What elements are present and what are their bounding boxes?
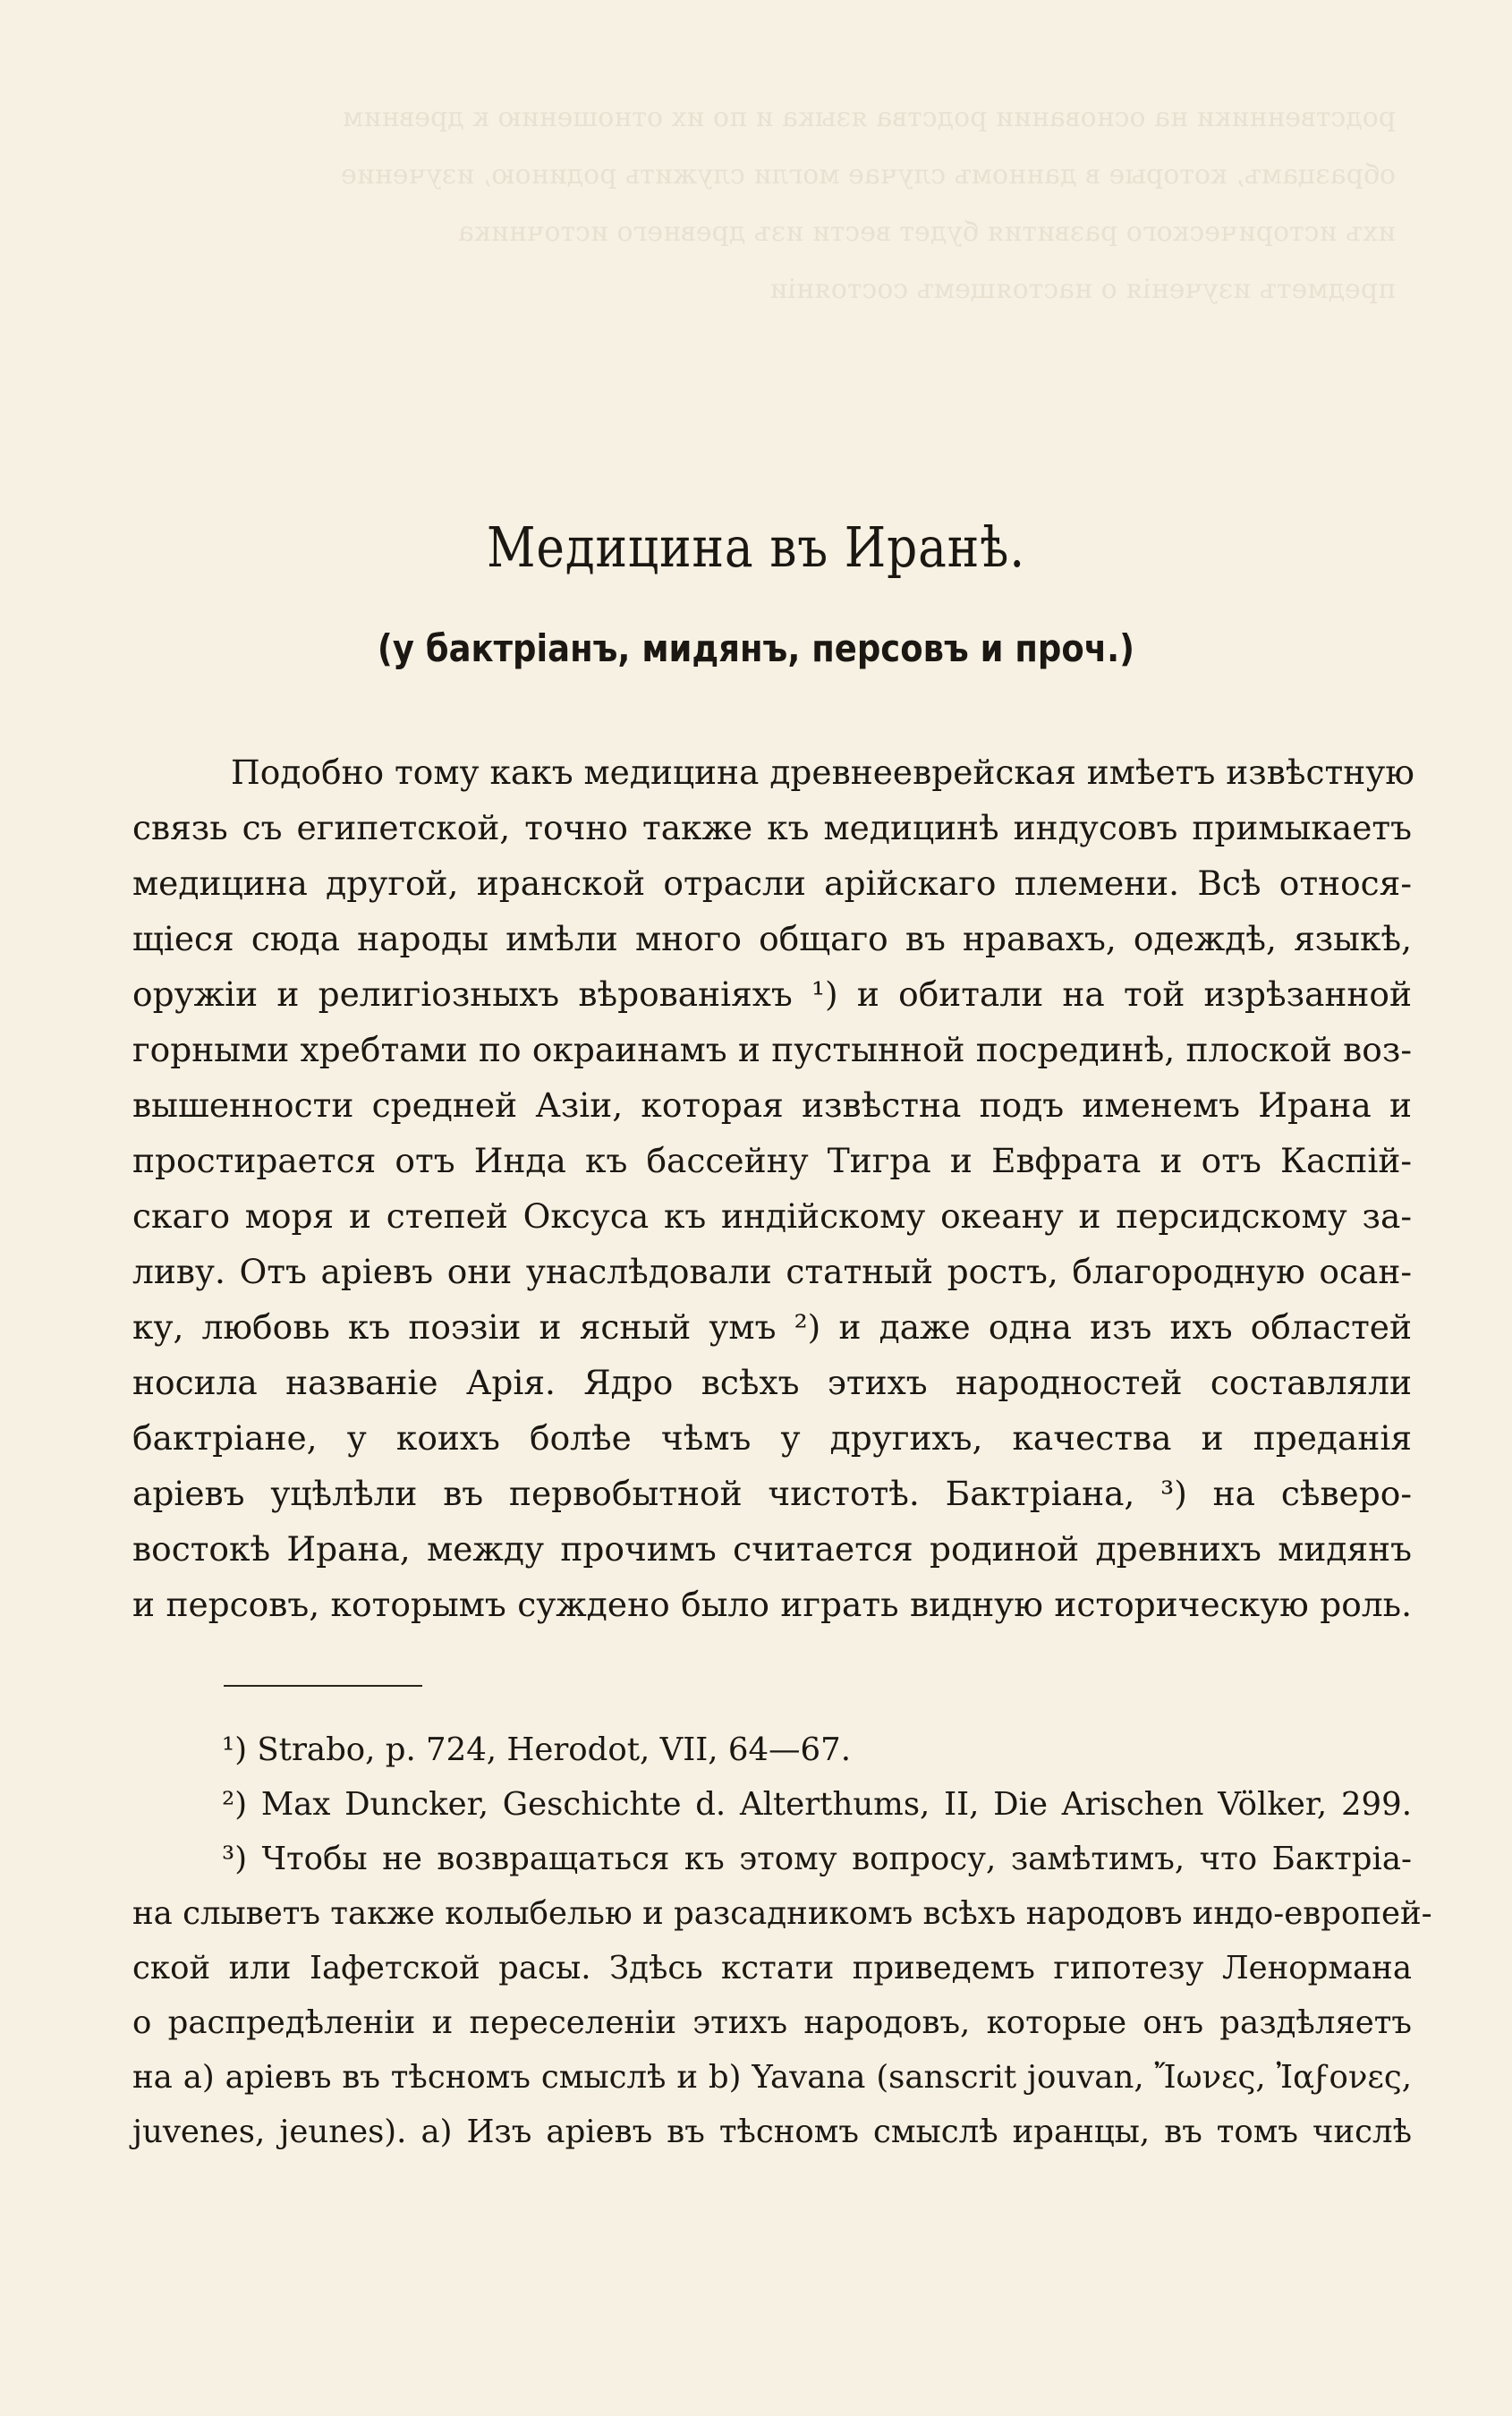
footnote-3-line: juvenes, jeunes). a) Изъ аріевъ въ тѣсномъ смыслѣ иранцы, въ томъ числѣ [132,2114,1412,2150]
paragraph-line: востокѣ Ирана, между прочимъ считается родиной древнихъ мидянъ [132,1529,1412,1569]
bleed-line: образцамъ, которые в данномъ случае могли служить родиною, изучение [341,159,1396,191]
paragraph-line: вышенности средней Азіи, которая извѣстна подъ именемъ Ирана и [132,1085,1412,1125]
paragraph-line: и персовъ, которымъ суждено было играть видную историческую роль. [132,1585,1412,1624]
paragraph-line: носила названіе Арія. Ядро всѣхъ этихъ народностей составляли [132,1363,1412,1402]
paragraph-line: скаго моря и степей Оксуса къ индійскому океану и персидскому за- [132,1196,1412,1236]
footnote-3-line: ской или Іафетской расы. Здѣсь кстати приведемъ гипотезу Ленормана [132,1950,1412,1986]
bleed-line: ихъ исторического развития будет вести изъ древнего источника [457,217,1396,248]
paragraph-line: медицина другой, иранской отрасли арійскаго племени. Всѣ относя- [132,863,1412,903]
footnotes [132,1723,1432,2159]
paragraph-line: оружіи и религіозныхъ вѣрованіяхъ ¹) и обитали на той изрѣзанной [132,974,1412,1014]
footnote-3-line: на а) аріевъ въ тѣсномъ смыслѣ и b) Yavana (sanscrit jouvan, Ἴωνες, Ἰαϝονες, [132,2059,1412,2096]
chapter-subtitle: (у бактріанъ, мидянъ, персовъ и проч.) [377,626,1135,670]
paragraph-line: горными хребтами по окраинамъ и пустынной посрединѣ, плоской воз- [132,1030,1412,1069]
paragraph-line: Подобно тому какъ медицина древнееврейская имѣетъ извѣстную [231,753,1414,792]
footnote-3-line: о распредѣленіи и переселеніи этихъ народовъ, которые онъ раздѣляетъ [132,2004,1412,2041]
main-paragraph [132,744,1412,1632]
footnote-divider [224,1685,422,1687]
bleed-through-text [134,89,1396,319]
paragraph-line: аріевъ уцѣлѣли въ первобытной чистотѣ. Бактріана, ³) на сѣверо- [132,1474,1412,1513]
paragraph-line: связь съ египетской, точно также къ медицинѣ индусовъ примыкаетъ [132,808,1412,847]
bleed-line: предметъ изученія о настоящемъ состояніи [769,274,1396,305]
chapter-title: Медицина въ Иранѣ. [486,515,1026,580]
footnote-2: ²) Max Duncker, Geschichte d. Alterthums, II, Die Arischen Völker, 299. [222,1786,1412,1823]
bleed-line: родственники на основании родства языка и по их отношению к древним [343,102,1396,133]
paragraph-line: ку, любовь къ поэзіи и ясный умъ ²) и даже одна изъ ихъ областей [132,1307,1412,1347]
paragraph-line: бактріане, у коихъ болѣе чѣмъ у другихъ, качества и преданія [132,1418,1412,1458]
paragraph-line: ливу. Отъ аріевъ они унаслѣдовали статный ростъ, благородную осан- [132,1252,1412,1291]
footnote-3-line: на слыветъ также колыбелью и разсадникомъ всѣхъ народовъ индо-европей- [132,1895,1432,1932]
footnote-1: ¹) Strabo, p. 724, Herodot, VII, 64—67. [222,1731,851,1768]
paragraph-line: щіеся сюда народы имѣли много общаго въ нравахъ, одеждѣ, языкѣ, [132,919,1412,958]
footnote-3: ³) Чтобы не возвращаться къ этому вопросу, замѣтимъ, что Бактріа- [222,1841,1412,1877]
paragraph-line: простирается отъ Инда къ бассейну Тигра и Евфрата и отъ Каспій- [132,1141,1412,1180]
